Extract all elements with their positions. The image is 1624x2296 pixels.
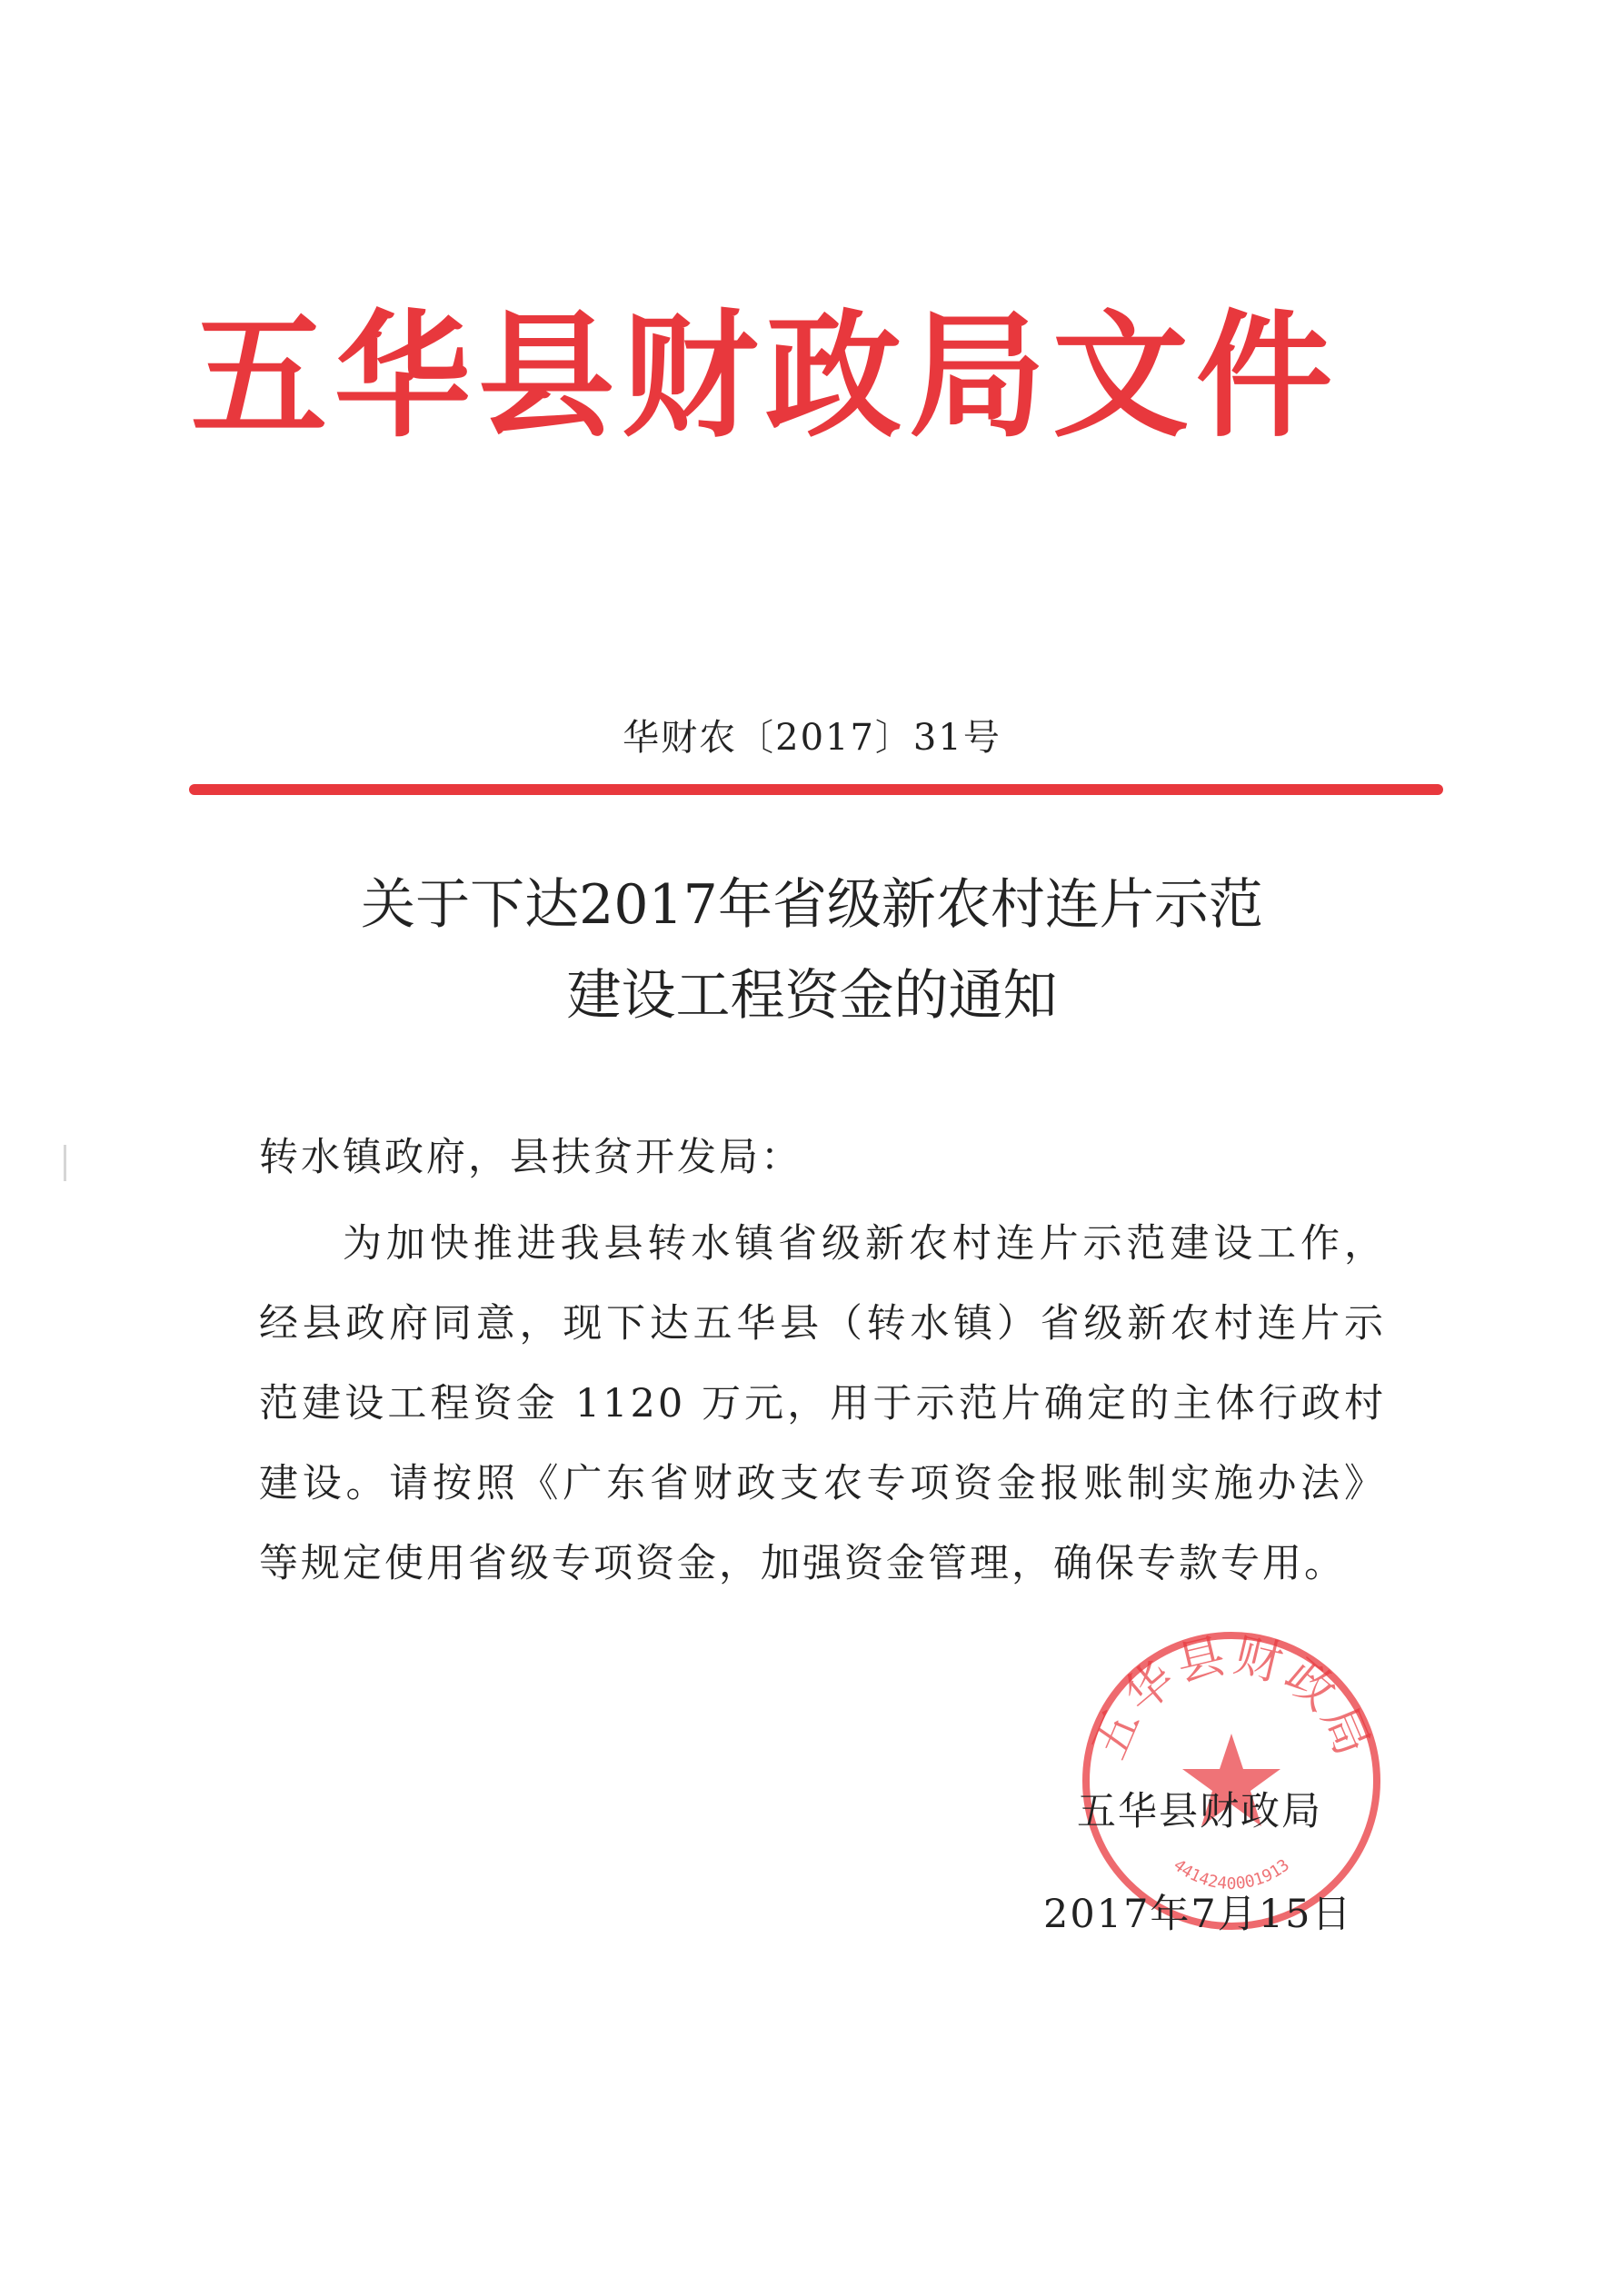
document-header-title: 五华县财政局文件 [191,298,1340,456]
scan-artifact [64,1145,66,1181]
seal-text: 五华县财政局 [1081,1627,1381,1767]
body-paragraph: 为加快推进我县转水镇省级新农村连片示范建设工作，经县政府同意，现下达五华县（转水镇）省级新农村连片示范建设工程资金 1120 万元，用于示范片确定的主体行政村建设。请按照《广东省财政支农专项资金报账制实施办法》等规定使用省级专项资金，加强资金管理，确保专款专用。 [259,1221,1386,1586]
salutation: 转水镇政府，县扶贫开发局： [259,1135,802,1180]
seal-code: 4414240001913 [1170,1855,1293,1893]
document-number: 华财农〔2017〕31号 [623,717,1001,759]
signature-date: 2017年7月15日 [1043,1892,1353,1937]
signature-organization: 五华县财政局 [1077,1789,1322,1834]
red-divider-line [189,784,1443,795]
notice-title-line-1: 关于下达2017年省级新农村连片示范 [361,873,1263,937]
notice-title-line-2: 建设工程资金的通知 [566,964,1058,1028]
